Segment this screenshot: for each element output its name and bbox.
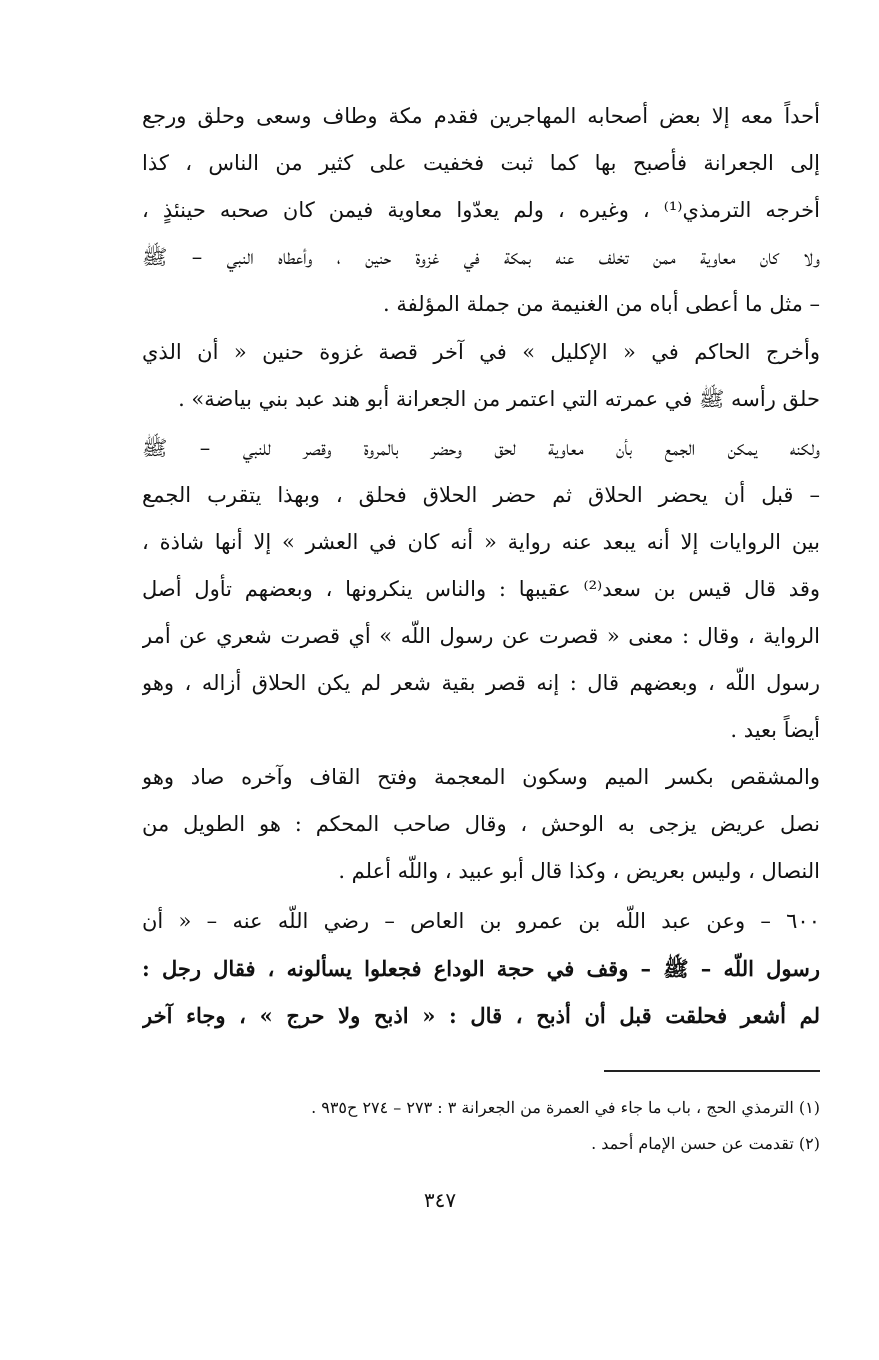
text-line: – قبل أن يحضر الحلاق ثم حضر الحلاق فحلق ، وبهذا يتقرب الجمع bbox=[142, 483, 820, 507]
text-line: إلى الجعرانة فأصبح بها كما ثبت فخفيت على كثير من الناس ، كذا bbox=[142, 151, 820, 175]
footnote-1: (١) الترمذي الحج ، باب ما جاء في العمرة من الجعرانة ٣ : ٢٧٣ – ٢٧٤ ح٩٣٥ . bbox=[311, 1098, 820, 1117]
paragraph-3 bbox=[142, 425, 820, 754]
text-line: حلق رأسه ﷺ في عمرته التي اعتمر من الجعرانة أبو هند عبد بني بياضة» . bbox=[178, 387, 820, 411]
text-line: الرواية ، وقال : معنى « قصرت عن رسول اللّه » أي قصرت شعري عن أمر bbox=[142, 624, 820, 648]
text-line: ولكنه يمكن الجمع بأن معاوية لحق وحضر بالمروة وقصر للنبي – ﷺ bbox=[142, 436, 820, 460]
text-line: – مثل ما أعطى أباه من الغنيمة من جملة المؤلفة . bbox=[383, 292, 820, 316]
text-line: وقد قال قيس بن سعد⁽²⁾ عقيبها : والناس ينكرونها ، وبعضهم تأول أصل bbox=[142, 577, 820, 601]
text-line: نصل عريض يزجى به الوحش ، وقال صاحب المحكم : هو الطويل من bbox=[142, 812, 820, 836]
footnote-divider bbox=[604, 1070, 820, 1072]
text-line: أخرجه الترمذي⁽¹⁾ ، وغيره ، ولم يعدّوا معاوية فيمن كان صحبه حينئذٍ ، bbox=[142, 198, 820, 222]
text-line: أيضاً بعيد . bbox=[730, 718, 820, 742]
footnote-2: (٢) تقدمت عن حسن الإمام أحمد . bbox=[591, 1134, 820, 1153]
text-line: والمشقص بكسر الميم وسكون المعجمة وفتح القاف وآخره صاد وهو bbox=[142, 765, 820, 789]
text-line: ٦٠٠ – وعن عبد اللّه بن عمرو بن العاص – رضي اللّه عنه – « أن bbox=[142, 909, 820, 933]
text-line: بين الروايات إلا أنه يبعد عنه رواية « أنه كان في العشر » إلا أنها شاذة ، bbox=[142, 530, 820, 554]
text-line-bold: لم أشعر فحلقت قبل أن أذبح ، قال : « اذبح ولا حرج » ، وجاء آخر bbox=[142, 1003, 820, 1028]
text-line: رسول اللّه ، وبعضهم قال : إنه قصر بقية شعر لم يكن الحلاق أزاله ، وهو bbox=[142, 671, 820, 695]
text-line: أحداً معه إلا بعض أصحابه المهاجرين فقدم مكة وطاف وسعى وحلق ورجع bbox=[142, 104, 820, 128]
page-number: ٣٤٧ bbox=[423, 1188, 457, 1212]
paragraph-5-hadith bbox=[142, 898, 820, 1039]
text-line: وأخرج الحاكم في « الإكليل » في آخر قصة غزوة حنين « أن الذي bbox=[142, 340, 820, 364]
paragraph-1 bbox=[142, 93, 820, 328]
footnotes bbox=[180, 1090, 820, 1162]
paragraph-4 bbox=[142, 754, 820, 895]
text-line: ولا كان معاوية ممن تخلف عنه بمكة في غزوة حنين ، وأعطاه النبي – ﷺ bbox=[142, 245, 820, 269]
paragraph-2 bbox=[142, 329, 820, 423]
text-line: النصال ، وليس بعريض ، وكذا قال أبو عبيد ، واللّه أعلم . bbox=[338, 859, 820, 883]
text-line-bold: رسول اللّه – ﷺ – وقف في حجة الوداع فجعلوا يسألونه ، فقال رجل : bbox=[142, 956, 820, 981]
